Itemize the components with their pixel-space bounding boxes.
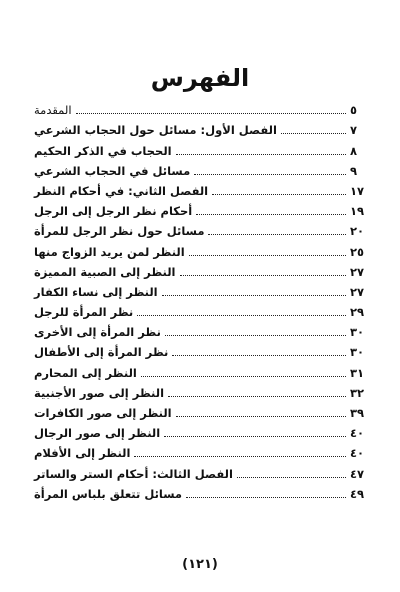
dot-leader <box>189 255 346 256</box>
toc-entry-label: النظر إلى الأفلام <box>34 446 131 461</box>
toc-entry-page: ١٩ <box>350 204 365 219</box>
toc-entry-page: ٤٩ <box>350 486 365 501</box>
toc-entry <box>34 300 368 320</box>
toc-entry-label: المقدمة <box>34 103 72 118</box>
toc-entry-label: نظر المرأة إلى الأطفال <box>34 345 169 360</box>
toc-entry <box>34 340 368 360</box>
dot-leader <box>134 456 346 457</box>
toc-entry-label: الفصل الأول: مسائل حول الحجاب الشرعي <box>34 123 277 138</box>
dot-leader <box>237 477 346 478</box>
dot-leader <box>208 234 346 235</box>
dot-leader <box>165 335 346 336</box>
dot-leader <box>196 214 346 215</box>
dot-leader <box>212 194 346 195</box>
toc-entry-page: ٤٧ <box>350 466 365 481</box>
dot-leader <box>180 275 347 276</box>
table-of-contents <box>34 98 368 502</box>
toc-entry-page: ٥ <box>350 103 358 118</box>
toc-entry-page: ٧ <box>350 123 358 138</box>
toc-entry <box>34 401 368 421</box>
toc-entry-label: النظر إلى نساء الكفار <box>34 284 158 299</box>
toc-entry-chapter-2 <box>34 179 368 199</box>
toc-entry-label: النظر إلى صور الرجال <box>34 426 161 441</box>
toc-entry <box>34 320 368 340</box>
toc-entry <box>34 239 368 259</box>
toc-entry-page: ٢٩ <box>350 305 365 320</box>
toc-entry-label: النظر إلى صور الأجنبية <box>34 385 165 400</box>
dot-leader <box>172 355 346 356</box>
page-number: (١٢١) <box>182 557 218 572</box>
dot-leader <box>76 113 346 114</box>
toc-entry <box>34 360 368 380</box>
dot-leader <box>186 497 346 498</box>
toc-entry-label: النظر لمن يريد الزواج منها <box>34 244 185 259</box>
toc-entry-label: النظر إلى الصبية المميزة <box>34 264 176 279</box>
toc-entry <box>34 381 368 401</box>
dot-leader <box>176 154 346 155</box>
page-title: الفهرس <box>150 64 250 92</box>
toc-entry <box>34 138 368 158</box>
dot-leader <box>168 396 346 397</box>
toc-entry-label: مسائل في الحجاب الشرعي <box>34 163 191 178</box>
toc-entry <box>34 482 368 502</box>
toc-entry-label: الحجاب في الذكر الحكيم <box>34 143 172 158</box>
toc-entry-chapter-1 <box>34 118 368 138</box>
dot-leader <box>176 416 346 417</box>
toc-entry-page: ٣١ <box>350 365 365 380</box>
toc-entry <box>34 260 368 280</box>
toc-entry-label: النظر إلى المحارم <box>34 365 137 380</box>
toc-entry-page: ٤٠ <box>350 426 365 441</box>
toc-entry <box>34 199 368 219</box>
dot-leader <box>281 133 346 134</box>
toc-entry-label: مسائل حول نظر الرجل للمرأة <box>34 224 205 239</box>
toc-entry-label: الفصل الثاني: في أحكام النظر <box>34 183 209 198</box>
toc-entry-label: أحكام نظر الرجل إلى الرجل <box>34 204 193 219</box>
toc-entry-label: مسائل تتعلق بلباس المرأة <box>34 486 183 501</box>
toc-entry-page: ٣٠ <box>350 325 365 340</box>
toc-entry-label: النظر إلى صور الكافرات <box>34 406 172 420</box>
dot-leader <box>162 295 346 296</box>
toc-entry-introduction <box>34 98 368 118</box>
toc-entry-label: نظر المرأة للرجل <box>34 305 134 320</box>
dot-leader <box>194 174 346 175</box>
toc-entry-page: ٢٧ <box>350 264 365 279</box>
toc-entry-page: ٣٩ <box>350 406 365 420</box>
toc-entry-page: ٤٠ <box>350 446 365 461</box>
toc-entry <box>34 441 368 461</box>
dot-leader <box>164 436 346 437</box>
toc-entry <box>34 219 368 239</box>
toc-entry-page: ٩ <box>350 163 358 178</box>
toc-entry-page: ٢٧ <box>350 284 365 299</box>
toc-entry-page: ٢٥ <box>350 244 365 259</box>
toc-entry-label: نظر المرأة إلى الأخرى <box>34 325 161 340</box>
toc-entry-page: ٣٢ <box>350 385 365 400</box>
toc-entry-page: ٣٠ <box>350 345 365 360</box>
toc-entry-label: الفصل الثالث: أحكام الستر والساتر <box>34 466 233 481</box>
toc-entry <box>34 421 368 441</box>
dot-leader <box>141 376 346 377</box>
toc-entry-chapter-3 <box>34 461 368 481</box>
toc-entry-page: ٢٠ <box>350 224 365 239</box>
toc-entry <box>34 280 368 300</box>
toc-entry-page: ١٧ <box>350 183 365 198</box>
dot-leader <box>137 315 346 316</box>
toc-entry-page: ٨ <box>350 143 358 158</box>
toc-entry <box>34 159 368 179</box>
